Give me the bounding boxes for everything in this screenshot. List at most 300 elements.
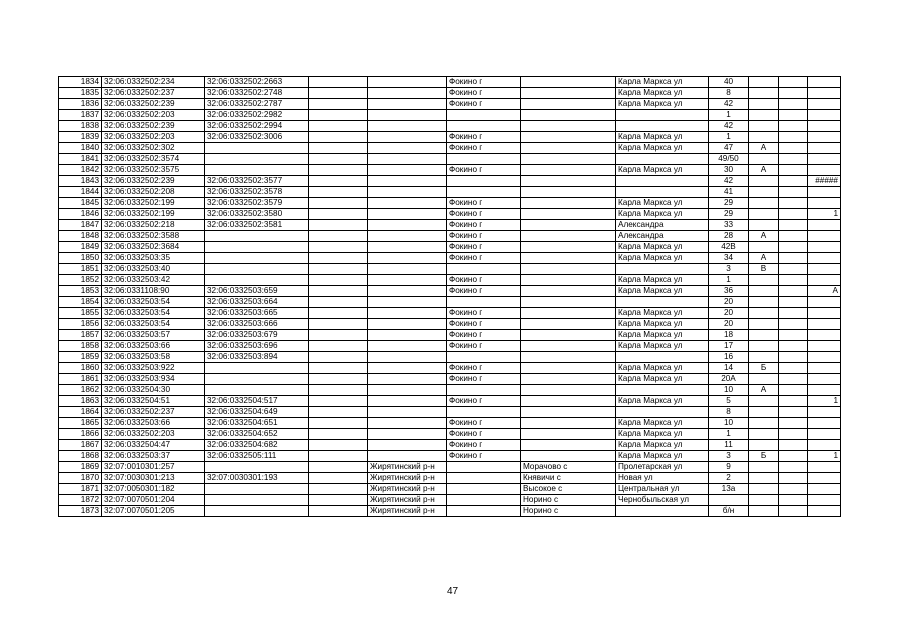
district-cell [368, 132, 447, 143]
col-4-cell [309, 264, 368, 275]
col-4-cell [309, 297, 368, 308]
district-cell [368, 88, 447, 99]
house-number-cell: 17 [709, 341, 749, 352]
col-12-cell: 1 [808, 209, 841, 220]
house-number-cell: 1 [709, 132, 749, 143]
street-cell: Карла Маркса ул [616, 341, 709, 352]
settlement-cell [521, 451, 616, 462]
col-12-cell [808, 231, 841, 242]
col-4-cell [309, 308, 368, 319]
col-11-cell [779, 110, 808, 121]
cadastral-number-2-cell: 32:06:0332502:3577 [205, 176, 309, 187]
cadastral-number-cell: 32:06:0332503:37 [102, 451, 205, 462]
house-number-cell: 42 [709, 99, 749, 110]
cadastral-number-cell: 32:06:0332502:203 [102, 132, 205, 143]
row-number-cell: 1840 [59, 143, 102, 154]
building-letter-cell [749, 242, 779, 253]
col-12-cell [808, 198, 841, 209]
cadastral-number-2-cell: 32:06:0332503:679 [205, 330, 309, 341]
table-row [59, 231, 841, 242]
col-4-cell [309, 385, 368, 396]
district-cell [368, 264, 447, 275]
row-number-cell: 1843 [59, 176, 102, 187]
col-11-cell [779, 363, 808, 374]
col-11-cell [779, 341, 808, 352]
street-cell: Карла Маркса ул [616, 77, 709, 88]
cadastral-number-cell: 32:06:0332503:934 [102, 374, 205, 385]
row-number-cell: 1866 [59, 429, 102, 440]
settlement-cell [521, 110, 616, 121]
table-row [59, 253, 841, 264]
cadastral-number-cell: 32:06:0332502:3684 [102, 242, 205, 253]
col-4-cell [309, 154, 368, 165]
house-number-cell: 28 [709, 231, 749, 242]
house-number-cell: 8 [709, 407, 749, 418]
col-11-cell [779, 242, 808, 253]
col-4-cell [309, 121, 368, 132]
row-number-cell: 1859 [59, 352, 102, 363]
cadastral-number-cell: 32:06:0332503:57 [102, 330, 205, 341]
cadastral-number-2-cell [205, 165, 309, 176]
building-letter-cell [749, 341, 779, 352]
settlement-cell [521, 319, 616, 330]
table-row [59, 99, 841, 110]
col-4-cell [309, 407, 368, 418]
city-cell: Фокино г [447, 143, 521, 154]
cadastral-number-cell: 32:06:0332502:239 [102, 176, 205, 187]
table-row [59, 440, 841, 451]
district-cell: Жирятинский р-н [368, 473, 447, 484]
district-cell [368, 198, 447, 209]
city-cell: Фокино г [447, 286, 521, 297]
settlement-cell [521, 429, 616, 440]
row-number-cell: 1846 [59, 209, 102, 220]
col-4-cell [309, 88, 368, 99]
city-cell [447, 176, 521, 187]
table-row [59, 418, 841, 429]
house-number-cell: 40 [709, 77, 749, 88]
settlement-cell [521, 242, 616, 253]
house-number-cell: 10 [709, 385, 749, 396]
cadastral-number-cell: 32:06:0332503:922 [102, 363, 205, 374]
col-11-cell [779, 308, 808, 319]
row-number-cell: 1847 [59, 220, 102, 231]
col-4-cell [309, 473, 368, 484]
col-4-cell [309, 462, 368, 473]
table-row [59, 396, 841, 407]
settlement-cell [521, 286, 616, 297]
building-letter-cell [749, 154, 779, 165]
row-number-cell: 1837 [59, 110, 102, 121]
table-row [59, 451, 841, 462]
cadastral-number-cell: 32:06:0332504:51 [102, 396, 205, 407]
col-11-cell [779, 418, 808, 429]
cadastral-number-2-cell: 32:06:0332504:651 [205, 418, 309, 429]
city-cell: Фокино г [447, 231, 521, 242]
col-12-cell [808, 330, 841, 341]
cadastral-number-2-cell [205, 374, 309, 385]
cadastral-number-cell: 32:06:0332502:3588 [102, 231, 205, 242]
row-number-cell: 1854 [59, 297, 102, 308]
house-number-cell: 2 [709, 473, 749, 484]
col-4-cell [309, 396, 368, 407]
district-cell: Жирятинский р-н [368, 462, 447, 473]
col-12-cell: А [808, 286, 841, 297]
cadastral-number-cell: 32:06:0332502:203 [102, 110, 205, 121]
city-cell [447, 484, 521, 495]
house-number-cell: 47 [709, 143, 749, 154]
row-number-cell: 1842 [59, 165, 102, 176]
settlement-cell [521, 330, 616, 341]
street-cell [616, 352, 709, 363]
cadastral-number-2-cell: 32:06:0332503:659 [205, 286, 309, 297]
col-12-cell [808, 220, 841, 231]
col-12-cell [808, 363, 841, 374]
building-letter-cell [749, 473, 779, 484]
col-4-cell [309, 220, 368, 231]
street-cell [616, 121, 709, 132]
cadastral-number-2-cell: 32:06:0332502:3581 [205, 220, 309, 231]
city-cell [447, 110, 521, 121]
col-4-cell [309, 484, 368, 495]
district-cell [368, 440, 447, 451]
cadastral-number-2-cell [205, 484, 309, 495]
district-cell: Жирятинский р-н [368, 506, 447, 517]
cadastral-number-2-cell [205, 231, 309, 242]
settlement-cell: Норино с [521, 506, 616, 517]
building-letter-cell: А [749, 253, 779, 264]
house-number-cell: 42В [709, 242, 749, 253]
building-letter-cell [749, 176, 779, 187]
city-cell: Фокино г [447, 429, 521, 440]
cadastral-number-cell: 32:07:0070501:205 [102, 506, 205, 517]
cadastral-number-2-cell [205, 363, 309, 374]
col-4-cell [309, 330, 368, 341]
cadastral-number-cell: 32:06:0332504:30 [102, 385, 205, 396]
col-11-cell [779, 264, 808, 275]
city-cell: Фокино г [447, 308, 521, 319]
table-row [59, 385, 841, 396]
col-11-cell [779, 198, 808, 209]
street-cell [616, 506, 709, 517]
street-cell: Пролетарская ул [616, 462, 709, 473]
table-row [59, 88, 841, 99]
page-number: 47 [446, 586, 459, 597]
house-number-cell: 3 [709, 451, 749, 462]
settlement-cell [521, 396, 616, 407]
district-cell [368, 374, 447, 385]
col-12-cell [808, 242, 841, 253]
table-row [59, 330, 841, 341]
row-number-cell: 1860 [59, 363, 102, 374]
house-number-cell: 29 [709, 198, 749, 209]
cadastral-number-cell: 32:06:0332502:203 [102, 429, 205, 440]
cadastral-number-2-cell: 32:06:0332503:696 [205, 341, 309, 352]
building-letter-cell [749, 330, 779, 341]
col-4-cell [309, 132, 368, 143]
house-number-cell: 41 [709, 187, 749, 198]
building-letter-cell [749, 209, 779, 220]
table-row [59, 264, 841, 275]
cadastral-number-2-cell: 32:06:0332505:111 [205, 451, 309, 462]
building-letter-cell [749, 132, 779, 143]
col-4-cell [309, 110, 368, 121]
col-4-cell [309, 429, 368, 440]
col-12-cell [808, 385, 841, 396]
col-12-cell [808, 319, 841, 330]
col-4-cell [309, 451, 368, 462]
settlement-cell [521, 99, 616, 110]
col-4-cell [309, 440, 368, 451]
settlement-cell: Морачово с [521, 462, 616, 473]
row-number-cell: 1849 [59, 242, 102, 253]
col-12-cell [808, 297, 841, 308]
settlement-cell: Норино с [521, 495, 616, 506]
settlement-cell [521, 165, 616, 176]
settlement-cell [521, 352, 616, 363]
col-12-cell [808, 341, 841, 352]
street-cell: Карла Маркса ул [616, 209, 709, 220]
house-number-cell: 20 [709, 319, 749, 330]
col-12-cell [808, 253, 841, 264]
house-number-cell: 29 [709, 209, 749, 220]
row-number-cell: 1852 [59, 275, 102, 286]
col-12-cell [808, 473, 841, 484]
row-number-cell: 1850 [59, 253, 102, 264]
street-cell [616, 110, 709, 121]
city-cell: Фокино г [447, 418, 521, 429]
table-row [59, 143, 841, 154]
col-12-cell: 1 [808, 396, 841, 407]
col-4-cell [309, 165, 368, 176]
house-number-cell: 8 [709, 88, 749, 99]
street-cell [616, 187, 709, 198]
cadastral-number-2-cell: 32:06:0332502:2982 [205, 110, 309, 121]
col-11-cell [779, 495, 808, 506]
street-cell: Карла Маркса ул [616, 440, 709, 451]
cadastral-number-2-cell [205, 385, 309, 396]
settlement-cell [521, 176, 616, 187]
row-number-cell: 1869 [59, 462, 102, 473]
settlement-cell: Княвичи с [521, 473, 616, 484]
cadastral-number-2-cell [205, 462, 309, 473]
settlement-cell [521, 209, 616, 220]
city-cell [447, 385, 521, 396]
table-row [59, 506, 841, 517]
settlement-cell [521, 121, 616, 132]
district-cell [368, 220, 447, 231]
street-cell: Карла Маркса ул [616, 275, 709, 286]
street-cell: Карла Маркса ул [616, 286, 709, 297]
street-cell: Новая ул [616, 473, 709, 484]
col-12-cell [808, 143, 841, 154]
table-row [59, 286, 841, 297]
cadastral-number-cell: 32:07:0050301:182 [102, 484, 205, 495]
street-cell: Александра [616, 231, 709, 242]
col-11-cell [779, 132, 808, 143]
table-row [59, 77, 841, 88]
col-12-cell [808, 88, 841, 99]
table-row [59, 363, 841, 374]
house-number-cell: 20 [709, 297, 749, 308]
cadastral-number-2-cell: 32:06:0332503:664 [205, 297, 309, 308]
street-cell [616, 297, 709, 308]
cadastral-number-2-cell: 32:06:0332502:3580 [205, 209, 309, 220]
col-12-cell [808, 352, 841, 363]
settlement-cell [521, 440, 616, 451]
street-cell: Центральная ул [616, 484, 709, 495]
table-row [59, 341, 841, 352]
col-11-cell [779, 209, 808, 220]
settlement-cell [521, 154, 616, 165]
building-letter-cell [749, 506, 779, 517]
building-letter-cell: Б [749, 363, 779, 374]
table-row [59, 407, 841, 418]
col-4-cell [309, 275, 368, 286]
house-number-cell: 1 [709, 110, 749, 121]
table-row [59, 462, 841, 473]
settlement-cell [521, 418, 616, 429]
city-cell: Фокино г [447, 77, 521, 88]
settlement-cell [521, 341, 616, 352]
col-11-cell [779, 220, 808, 231]
building-letter-cell [749, 308, 779, 319]
street-cell [616, 176, 709, 187]
building-letter-cell [749, 484, 779, 495]
col-11-cell [779, 429, 808, 440]
col-12-cell [808, 506, 841, 517]
cadastral-number-2-cell: 32:06:0332503:894 [205, 352, 309, 363]
building-letter-cell [749, 77, 779, 88]
cadastral-number-cell: 32:06:0332504:47 [102, 440, 205, 451]
settlement-cell [521, 77, 616, 88]
cadastral-number-2-cell [205, 242, 309, 253]
house-number-cell: б/н [709, 506, 749, 517]
col-12-cell [808, 187, 841, 198]
house-number-cell: 18 [709, 330, 749, 341]
house-number-cell: 49/50 [709, 154, 749, 165]
col-4-cell [309, 242, 368, 253]
col-12-cell: ##### [808, 176, 841, 187]
row-number-cell: 1871 [59, 484, 102, 495]
cadastral-number-cell: 32:06:0332502:3574 [102, 154, 205, 165]
building-letter-cell [749, 187, 779, 198]
row-number-cell: 1867 [59, 440, 102, 451]
city-cell: Фокино г [447, 396, 521, 407]
col-12-cell [808, 495, 841, 506]
settlement-cell [521, 231, 616, 242]
row-number-cell: 1858 [59, 341, 102, 352]
house-number-cell: 5 [709, 396, 749, 407]
row-number-cell: 1864 [59, 407, 102, 418]
cadastral-number-cell: 32:06:0332503:54 [102, 297, 205, 308]
city-cell [447, 473, 521, 484]
house-number-cell: 11 [709, 440, 749, 451]
cadastral-number-2-cell [205, 275, 309, 286]
building-letter-cell [749, 110, 779, 121]
house-number-cell: 1 [709, 275, 749, 286]
cadastral-number-cell: 32:06:0332503:54 [102, 308, 205, 319]
col-11-cell [779, 484, 808, 495]
col-12-cell [808, 484, 841, 495]
settlement-cell [521, 264, 616, 275]
street-cell: Карла Маркса ул [616, 99, 709, 110]
city-cell: Фокино г [447, 88, 521, 99]
col-4-cell [309, 352, 368, 363]
cadastral-number-2-cell: 32:06:0332502:3579 [205, 198, 309, 209]
col-4-cell [309, 286, 368, 297]
col-12-cell [808, 110, 841, 121]
street-cell: Карла Маркса ул [616, 418, 709, 429]
table-row [59, 319, 841, 330]
col-12-cell [808, 77, 841, 88]
col-11-cell [779, 154, 808, 165]
house-number-cell: 42 [709, 176, 749, 187]
district-cell [368, 451, 447, 462]
table-row [59, 297, 841, 308]
col-11-cell [779, 506, 808, 517]
city-cell [447, 297, 521, 308]
street-cell [616, 154, 709, 165]
city-cell [447, 495, 521, 506]
col-11-cell [779, 330, 808, 341]
district-cell [368, 363, 447, 374]
row-number-cell: 1861 [59, 374, 102, 385]
settlement-cell [521, 275, 616, 286]
city-cell: Фокино г [447, 99, 521, 110]
building-letter-cell [749, 88, 779, 99]
district-cell [368, 286, 447, 297]
street-cell: Карла Маркса ул [616, 319, 709, 330]
house-number-cell: 20 [709, 308, 749, 319]
row-number-cell: 1834 [59, 77, 102, 88]
street-cell: Карла Маркса ул [616, 165, 709, 176]
row-number-cell: 1838 [59, 121, 102, 132]
city-cell: Фокино г [447, 330, 521, 341]
cadastral-number-cell: 32:06:0332502:199 [102, 198, 205, 209]
row-number-cell: 1848 [59, 231, 102, 242]
district-cell [368, 308, 447, 319]
building-letter-cell [749, 99, 779, 110]
settlement-cell: Высокое с [521, 484, 616, 495]
col-12-cell [808, 440, 841, 451]
district-cell [368, 407, 447, 418]
cadastral-number-cell: 32:06:0332502:239 [102, 121, 205, 132]
house-number-cell: 1 [709, 429, 749, 440]
col-11-cell [779, 352, 808, 363]
building-letter-cell [749, 374, 779, 385]
table-row [59, 110, 841, 121]
house-number-cell: 9 [709, 462, 749, 473]
row-number-cell: 1856 [59, 319, 102, 330]
city-cell [447, 407, 521, 418]
row-number-cell: 1835 [59, 88, 102, 99]
cadastral-number-2-cell: 32:06:0332504:517 [205, 396, 309, 407]
cadastral-number-cell: 32:06:0332502:218 [102, 220, 205, 231]
cadastral-number-cell: 32:06:0332503:40 [102, 264, 205, 275]
col-11-cell [779, 374, 808, 385]
cadastral-number-2-cell: 32:06:0332502:2663 [205, 77, 309, 88]
col-11-cell [779, 462, 808, 473]
col-12-cell [808, 374, 841, 385]
street-cell: Чернобыльская ул [616, 495, 709, 506]
settlement-cell [521, 297, 616, 308]
col-11-cell [779, 143, 808, 154]
table-row [59, 352, 841, 363]
district-cell [368, 396, 447, 407]
table-row [59, 187, 841, 198]
settlement-cell [521, 363, 616, 374]
